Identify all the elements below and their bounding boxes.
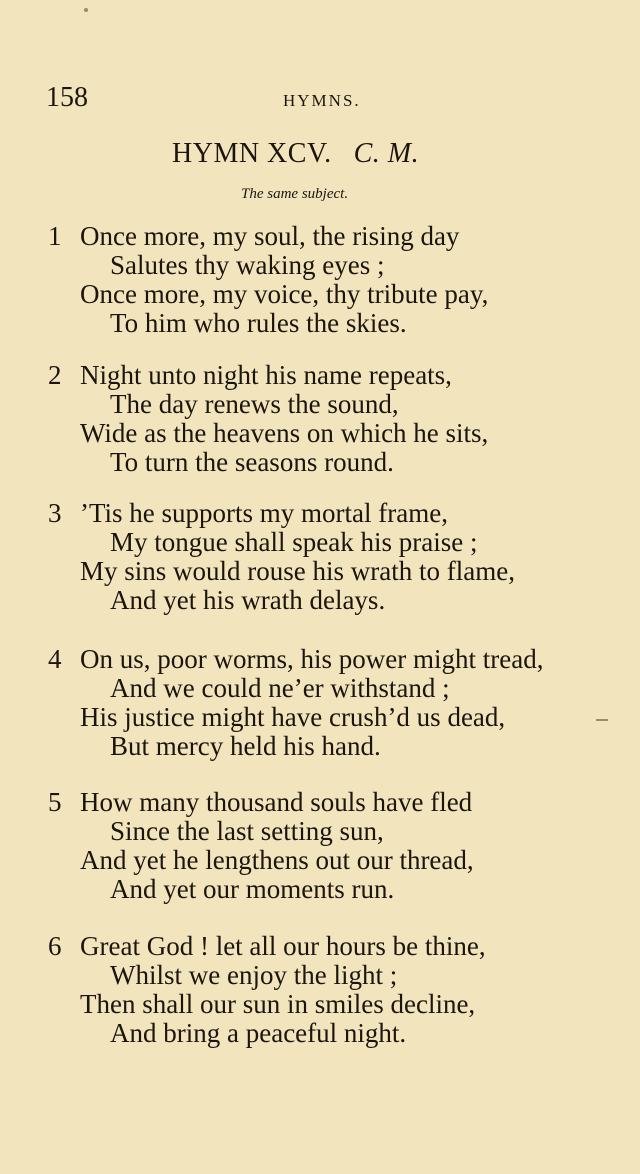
verse-line: And bring a peaceful night. bbox=[110, 1018, 407, 1048]
hymn-meter: C. M. bbox=[353, 138, 420, 169]
verse-line: Since the last setting sun, bbox=[110, 816, 384, 846]
verse-line: The day renews the sound, bbox=[110, 389, 399, 419]
paper-speck bbox=[596, 719, 608, 721]
verse-line: But mercy held his hand. bbox=[110, 731, 381, 761]
stanza-number: 2 bbox=[48, 360, 62, 390]
verse-line: Night unto night his name repeats, bbox=[80, 360, 452, 390]
verse-line: His justice might have crush’d us dead, bbox=[80, 702, 506, 732]
verse-line: Great God ! let all our hours be thine, bbox=[80, 931, 486, 961]
verse-line: And yet his wrath delays. bbox=[110, 585, 386, 615]
verse-line: Whilst we enjoy the light ; bbox=[110, 960, 398, 990]
hymn-subject: The same subject. bbox=[241, 186, 349, 202]
verse-line: Once more, my soul, the rising day bbox=[80, 221, 460, 251]
verse-line: And we could ne’er withstand ; bbox=[110, 673, 450, 703]
verse-line: And yet our moments run. bbox=[110, 874, 395, 904]
verse-line: Wide as the heavens on which he sits, bbox=[80, 418, 489, 448]
stanza-number: 5 bbox=[48, 787, 62, 817]
verse-line: My sins would rouse his wrath to flame, bbox=[80, 556, 515, 586]
hymn-title bbox=[172, 138, 419, 170]
stanza-number: 1 bbox=[48, 221, 62, 251]
verse-line: ’Tis he supports my mortal frame, bbox=[80, 498, 448, 528]
paper-speck bbox=[84, 8, 88, 12]
verse-line: My tongue shall speak his praise ; bbox=[110, 527, 478, 557]
verse-line: Once more, my voice, thy tribute pay, bbox=[80, 279, 489, 309]
stanza-number: 3 bbox=[48, 498, 62, 528]
verse-line: Salutes thy waking eyes ; bbox=[110, 250, 385, 280]
verse-line: To turn the seasons round. bbox=[110, 447, 394, 477]
verse-line: And yet he lengthens out our thread, bbox=[80, 845, 474, 875]
stanza-number: 4 bbox=[48, 644, 62, 674]
stanza-number: 6 bbox=[48, 931, 62, 961]
verse-line: To him who rules the skies. bbox=[110, 308, 407, 338]
verse-line: How many thousand souls have fled bbox=[80, 787, 473, 817]
hymn-number: HYMN XCV. bbox=[172, 138, 332, 169]
page-number: 158 bbox=[46, 82, 88, 113]
verse-line: On us, poor worms, his power might tread, bbox=[80, 644, 544, 674]
running-head: HYMNS. bbox=[283, 91, 361, 110]
verse-line: Then shall our sun in smiles decline, bbox=[80, 989, 476, 1019]
